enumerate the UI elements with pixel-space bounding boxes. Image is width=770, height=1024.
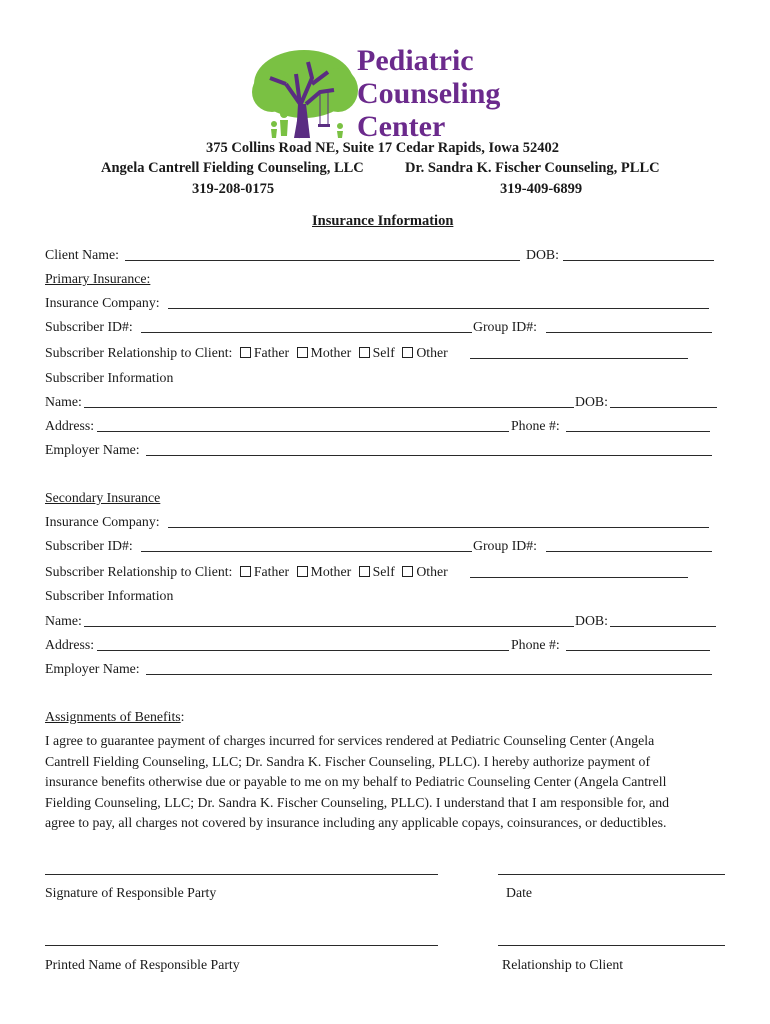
primary-address-field[interactable]: [97, 431, 509, 432]
primary-father-checkbox[interactable]: [240, 347, 251, 358]
assignment-heading: Assignments of Benefits: [45, 709, 181, 724]
printed-name-label: Printed Name of Responsible Party: [45, 957, 240, 972]
secondary-subscriber-id-label: Subscriber ID#:: [45, 538, 133, 553]
printed-name-field[interactable]: [45, 945, 438, 946]
primary-relationship-label: Subscriber Relationship to Client:: [45, 345, 233, 360]
logo-line-2: Counseling: [357, 77, 501, 110]
secondary-name-label: Name:: [45, 613, 82, 628]
secondary-self-checkbox[interactable]: [359, 566, 370, 577]
date-label: Date: [506, 885, 533, 900]
primary-father-label: Father: [253, 345, 290, 360]
secondary-mother-label: Mother: [310, 564, 352, 579]
relationship-field[interactable]: [498, 945, 725, 946]
secondary-other-label: Other: [416, 564, 448, 579]
header-phone-left: 319-208-0175: [192, 181, 275, 197]
primary-dob-field[interactable]: [610, 407, 717, 408]
secondary-relationship-label: Subscriber Relationship to Client:: [45, 564, 233, 579]
assignment-line: insurance benefits otherwise due or payable to me on my behalf to Pediatric Counseling Center (Angela Cantrell: [45, 774, 667, 789]
client-name-field[interactable]: [125, 260, 520, 261]
primary-other-field[interactable]: [470, 358, 688, 359]
secondary-address-label: Address:: [45, 637, 95, 652]
primary-group-id-label: Group ID#:: [473, 319, 537, 334]
secondary-heading: Secondary Insurance: [45, 490, 161, 505]
secondary-company-label: Insurance Company:: [45, 514, 160, 529]
primary-self-checkbox[interactable]: [359, 347, 370, 358]
secondary-subscriber-id-field[interactable]: [141, 551, 472, 552]
secondary-group-id-field[interactable]: [546, 551, 712, 552]
secondary-subscriber-info-label: Subscriber Information: [45, 588, 174, 603]
primary-employer-label: Employer Name:: [45, 442, 140, 457]
secondary-phone-label: Phone #:: [511, 637, 560, 652]
signature-label: Signature of Responsible Party: [45, 885, 217, 900]
assignment-line: Cantrell Fielding Counseling, LLC; Dr. Sandra K. Fischer Counseling, PLLC). I hereby authorize payment of: [45, 753, 651, 769]
primary-subscriber-info-label: Subscriber Information: [45, 370, 174, 385]
secondary-employer-field[interactable]: [146, 674, 712, 675]
header-phone-right: 319-409-6899: [500, 181, 583, 197]
secondary-employer-label: Employer Name:: [45, 661, 140, 676]
client-dob-label: DOB:: [526, 247, 559, 262]
secondary-father-label: Father: [253, 564, 290, 579]
primary-phone-field[interactable]: [566, 431, 710, 432]
client-dob-field[interactable]: [563, 260, 714, 261]
header-practice-left: Angela Cantrell Fielding Counseling, LLC: [101, 160, 364, 176]
assignment-heading-row: [45, 709, 185, 725]
secondary-dob-field[interactable]: [610, 626, 716, 627]
secondary-mother-checkbox[interactable]: [297, 566, 308, 577]
header-address: 375 Collins Road NE, Suite 17 Cedar Rapids, Iowa 52402: [206, 140, 560, 156]
primary-company-field[interactable]: [168, 308, 709, 309]
secondary-group-id-label: Group ID#:: [473, 538, 537, 553]
secondary-address-field[interactable]: [97, 650, 509, 651]
primary-group-id-field[interactable]: [546, 332, 712, 333]
primary-other-label: Other: [416, 345, 448, 360]
primary-self-label: Self: [372, 345, 395, 360]
assignment-paragraph: [45, 731, 721, 834]
primary-employer-field[interactable]: [146, 455, 712, 456]
primary-name-label: Name:: [45, 394, 82, 409]
primary-phone-label: Phone #:: [511, 418, 560, 433]
secondary-name-field[interactable]: [84, 626, 574, 627]
assignment-heading-colon: :: [180, 709, 185, 724]
assignment-line: agree to pay, all charges not covered by insurance including any applicable copays, coinsurances, or deductibles.: [45, 815, 667, 830]
signature-field[interactable]: [45, 874, 438, 875]
primary-name-field[interactable]: [84, 407, 574, 408]
primary-address-label: Address:: [45, 418, 95, 433]
primary-subscriber-id-label: Subscriber ID#:: [45, 319, 133, 334]
secondary-other-field[interactable]: [470, 577, 688, 578]
primary-company-label: Insurance Company:: [45, 295, 160, 310]
primary-dob-label: DOB:: [575, 394, 608, 409]
secondary-father-checkbox[interactable]: [240, 566, 251, 577]
header-practice-right: Dr. Sandra K. Fischer Counseling, PLLC: [405, 160, 660, 176]
assignment-line: Fielding Counseling, LLC; Dr. Sandra K. Fischer Counseling, PLLC). I understand that I am responsible for, and: [45, 794, 670, 810]
primary-mother-checkbox[interactable]: [297, 347, 308, 358]
primary-subscriber-id-field[interactable]: [141, 332, 472, 333]
secondary-relationship-row: [45, 564, 448, 580]
client-name-label: Client Name:: [45, 247, 119, 262]
primary-relationship-row: [45, 345, 448, 361]
secondary-dob-label: DOB:: [575, 613, 608, 628]
logo: [250, 44, 530, 144]
form-title: Insurance Information: [312, 213, 454, 229]
secondary-phone-field[interactable]: [566, 650, 710, 651]
logo-line-3: Center: [357, 110, 446, 143]
assignment-line: I agree to guarantee payment of charges incurred for services rendered at Pediatric Counseling Center (Angela: [45, 733, 655, 748]
secondary-other-checkbox[interactable]: [402, 566, 413, 577]
secondary-company-field[interactable]: [168, 527, 709, 528]
tree-icon: [250, 44, 360, 144]
logo-line-1: Pediatric: [357, 44, 474, 77]
primary-heading: Primary Insurance:: [45, 271, 151, 286]
date-field[interactable]: [498, 874, 725, 875]
secondary-self-label: Self: [372, 564, 395, 579]
primary-other-checkbox[interactable]: [402, 347, 413, 358]
primary-mother-label: Mother: [310, 345, 352, 360]
relationship-label: Relationship to Client: [502, 957, 624, 972]
